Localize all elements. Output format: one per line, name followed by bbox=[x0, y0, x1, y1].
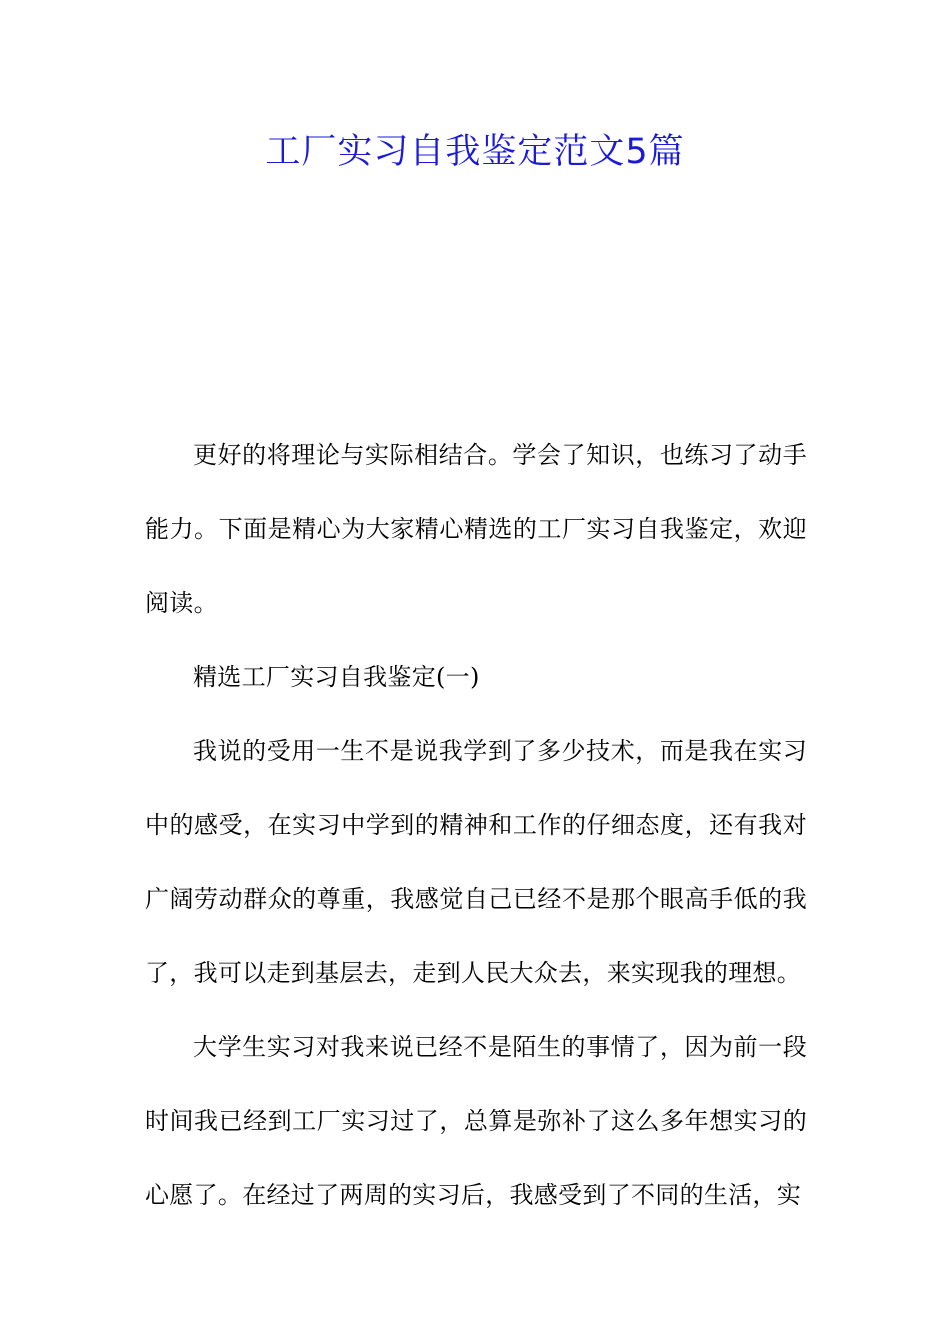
body-paragraph: 我说的受用一生不是说我学到了多少技术，而是我在实习中的感受，在实习中学到的精神和工作的仔细态度，还有我对广阔劳动群众的尊重，我感觉自己已经不是那个眼高手低的我了，我可以走到基层去，走到人民大众去，来实现我的理想。 bbox=[145, 737, 807, 987]
section-heading: 精选工厂实习自我鉴定(一) bbox=[193, 663, 480, 691]
document-title: 工厂实习自我鉴定范文5篇 bbox=[265, 132, 685, 172]
intro-paragraph: 更好的将理论与实际相结合。学会了知识，也练习了动手能力。下面是精心为大家精心精选的工厂实习自我鉴定，欢迎阅读。 bbox=[145, 441, 807, 617]
document-body bbox=[145, 418, 807, 1232]
body-paragraph: 大学生实习对我来说已经不是陌生的事情了，因为前一段时间我已经到工厂实习过了，总算是弥补了这么多年想实习的心愿了。在经过了两周的实习后，我感受到了不同的生活，实 bbox=[145, 1033, 807, 1209]
